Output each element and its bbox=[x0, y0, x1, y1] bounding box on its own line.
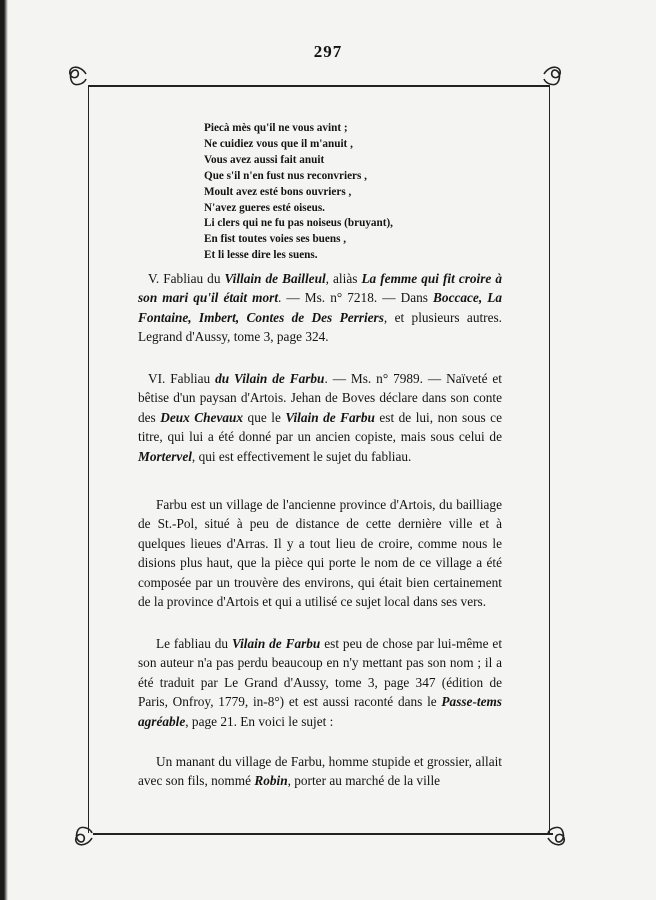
book-binding-edge bbox=[0, 0, 8, 900]
verse-line: Moult avez esté bons ouvriers , bbox=[204, 185, 352, 198]
paragraph-fabliau-summary: Le fabliau du Vilain de Farbu est peu de chose par lui-même et son auteur n'a pas perdu beaucoup en n'y mettant pas son nom ; il a été traduit par Le Grand d'Aussy, tome 3, page 347 (édition de Paris, Onfroy, 1779, in-8°) et est aussi raconté dans le Passe-tems agréable, page 21. En voici le sujet : bbox=[138, 636, 503, 729]
italic-name: Robin bbox=[254, 773, 288, 789]
corner-flourish-icon bbox=[542, 822, 570, 850]
corner-flourish-icon bbox=[538, 62, 566, 90]
frame-bottom-rule bbox=[93, 833, 553, 835]
page-number: 297 bbox=[313, 42, 343, 61]
paragraph-fabliau-v: V. Fabliau du Villain de Bailleul, aliàs La femme qui fit croire à son mari qu'il était mort. — Ms. n° 7218. — Dans Boccace, La Fontaine, Imbert, Contes de Des Perriers, et plusieurs autres. Legrand d'Aussy, tome 3, page 324. bbox=[138, 271, 502, 345]
italic-title: Vilain de Farbu bbox=[231, 636, 321, 651]
verse-block bbox=[204, 121, 393, 264]
italic-title: Vilain de Farbu bbox=[285, 409, 375, 425]
verse-line: Et li lesse dire les suens. bbox=[204, 249, 318, 262]
verse-line: N'avez gueres esté oiseus. bbox=[204, 201, 325, 214]
paragraph-farbu-village: Farbu est un village de l'ancienne province d'Artois, du bailliage de St.-Pol, situé à peu de distance de cette dernière ville et à quelques lieues d'Arras. Il y a tout lieu de croire, comme nous le disions plus haut, que la pièce qui porte le nom de ce village a été composée par un trouvère des environs, qui était bien certainement de la province d'Artois et qui a utilisé ce sujet local dans ses vers. bbox=[138, 497, 502, 610]
italic-title: Passe-tems agréable bbox=[138, 694, 502, 729]
verse-line: Vous avez aussi fait anuit bbox=[204, 153, 325, 166]
italic-title: La femme qui fit croire à son mari qu'il était mort bbox=[138, 271, 502, 306]
verse-line: Li clers qui ne fu pas noiseus (bruyant), bbox=[204, 217, 393, 230]
italic-authors: Boccace, La Fontaine, Imbert, Contes de Des Perriers bbox=[138, 290, 502, 325]
verse-line: En fist toutes voies ses buens , bbox=[204, 233, 347, 246]
paragraph-story-start: Un manant du village de Farbu, homme stupide et grossier, allait avec son fils, nommé Robin, porter au marché de la ville bbox=[138, 754, 502, 789]
verse-line: Que s'il n'en fust nus reconvriers , bbox=[204, 169, 367, 182]
verse-line: Piecà mès qu'il ne vous avint ; bbox=[204, 122, 348, 134]
frame-left-rule bbox=[88, 87, 89, 833]
paragraph-fabliau-vi: VI. Fabliau du Vilain de Farbu. — Ms. n° 7989. — Naïveté et bêtise d'un paysan d'Artois. Jehan de Boves déclare dans son conte des Deux Chevaux que le Vilain de Farbu est de lui, non sous ce titre, qui lui a été donné par un ancien copiste, mais sous celui de Mortervel, qui est effectivement le sujet du fabliau. bbox=[138, 371, 502, 464]
corner-flourish-icon bbox=[64, 62, 92, 90]
corner-flourish-icon bbox=[70, 822, 98, 850]
italic-title: Deux Chevaux bbox=[160, 409, 244, 425]
italic-title: du Vilain de Farbu bbox=[215, 371, 325, 386]
italic-title: Villain de Bailleul bbox=[224, 271, 326, 286]
frame-right-rule bbox=[549, 87, 550, 833]
italic-title: Mortervel bbox=[138, 448, 192, 464]
frame-top-rule bbox=[88, 85, 550, 87]
verse-line: Ne cuidiez vous que il m'anuit , bbox=[204, 137, 353, 150]
